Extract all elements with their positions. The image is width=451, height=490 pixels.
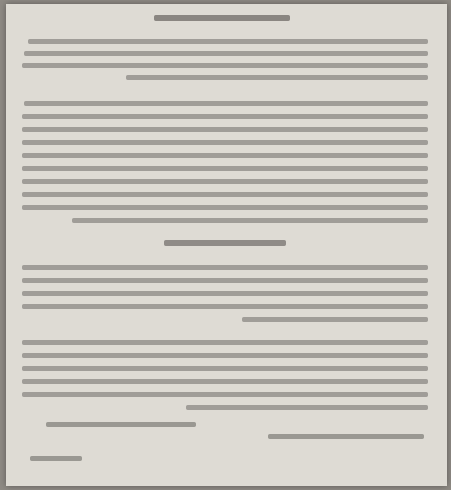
paragraph-line	[126, 75, 428, 80]
paragraph-line	[72, 218, 428, 223]
paragraph-line	[22, 379, 428, 384]
paragraph-line	[22, 265, 428, 270]
paragraph-line	[22, 304, 428, 309]
paragraph-line	[22, 63, 428, 68]
paragraph-line	[24, 51, 428, 56]
paragraph-line	[186, 405, 428, 410]
paragraph-line	[22, 153, 428, 158]
paragraph-line	[22, 340, 428, 345]
footer-note	[30, 456, 82, 461]
paragraph-line	[242, 317, 428, 322]
paragraph-line	[22, 205, 428, 210]
paragraph-line	[24, 101, 428, 106]
paragraph-line	[22, 278, 428, 283]
paragraph-line	[22, 127, 428, 132]
paragraph-line	[22, 366, 428, 371]
document-title	[154, 15, 290, 21]
paragraph-line	[22, 114, 428, 119]
paragraph-line	[22, 192, 428, 197]
section-heading	[164, 240, 286, 246]
paragraph-line	[22, 353, 428, 358]
signature-right	[268, 434, 424, 439]
paragraph-line	[22, 166, 428, 171]
paragraph-line	[22, 392, 428, 397]
paragraph-line	[22, 179, 428, 184]
signature-left	[46, 422, 196, 427]
document-page	[6, 4, 447, 486]
paragraph-line	[22, 140, 428, 145]
paragraph-line	[22, 291, 428, 296]
paragraph-line	[28, 39, 428, 44]
